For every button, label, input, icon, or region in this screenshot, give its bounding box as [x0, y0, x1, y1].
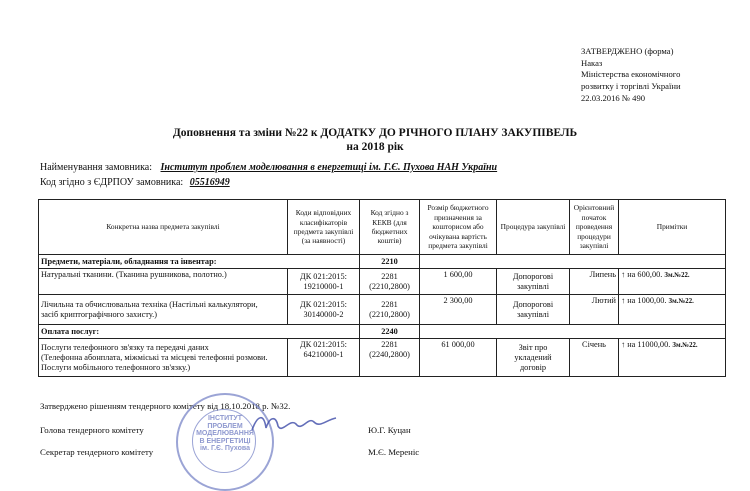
item-kekv: 2281 (2210,2800)	[360, 269, 420, 295]
item-procedure: Допорогові закупівлі	[497, 295, 570, 325]
section-row	[39, 255, 726, 269]
approval-line: ЗАТВЕРДЖЕНО (форма)	[581, 46, 674, 56]
customer-code-value: 05516949	[189, 177, 230, 188]
approval-note: Затверджено рішенням тендерного комітету від 18.10.2018 р. №32.	[40, 401, 291, 411]
table-row	[39, 295, 726, 325]
item-start: Лютий	[570, 295, 619, 325]
item-name: Натуральні тканини. (Тканина рушникова, полотно.)	[39, 269, 288, 295]
head-role: Голова тендерного комітету	[40, 425, 144, 435]
customer-name-value: Інститут проблем моделювання в енергетиці ім. Г.Є. Пухова НАН України	[160, 162, 498, 173]
section-row	[39, 325, 726, 339]
head-name: Ю.Г. Куцан	[368, 425, 411, 435]
approval-line: розвитку і торгівлі України	[581, 81, 681, 92]
item-note: ↑ на 11000,00. Зм.№22.	[619, 339, 726, 377]
item-kekv: 2281 (2210,2800)	[360, 295, 420, 325]
section-label: Оплата послуг:	[39, 325, 360, 339]
header-amount: Розмір бюджетного призначення за кошторисом або очікувана вартість предмета закупівлі	[420, 200, 497, 255]
table-row	[39, 269, 726, 295]
table-row	[39, 339, 726, 377]
item-name: Послуги телефонного зв'язку та передачі даних (Телефонна абонплата, міжміські та місцеві телефонні розмови. Послуги мобільного телефонного зв'язку.)	[39, 339, 288, 377]
section-label: Предмети, матеріали, обладнання та інвентар:	[39, 255, 360, 269]
customer-code-label: Код згідно з ЄДРПОУ замовника:	[40, 177, 184, 188]
signature	[248, 410, 340, 438]
section-code: 2240	[360, 325, 420, 339]
item-start: Липень	[570, 269, 619, 295]
item-note: ↑ на 1000,00. Зм.№22.	[619, 295, 726, 325]
approval-line: Міністерства економічного	[581, 69, 681, 80]
document-subtitle: на 2018 рік	[346, 141, 404, 153]
table-header-row	[39, 200, 726, 255]
item-cpv: ДК 021:2015: 19210000-1	[288, 269, 360, 295]
approval-block	[581, 46, 681, 105]
item-note: ↑ на 600,00. Зм.№22.	[619, 269, 726, 295]
approval-line: Наказ	[581, 57, 603, 68]
secretary-role: Секретар тендерного комітету	[40, 447, 154, 457]
header-cpv: Коди відповідних класифікаторів предмета закупівлі (за наявності)	[288, 200, 360, 255]
approval-line: 22.03.2016 № 490	[581, 92, 646, 103]
procurement-table	[38, 199, 726, 377]
item-kekv: 2281 (2240,2800)	[360, 339, 420, 377]
customer-name-label: Найменування замовника:	[40, 162, 153, 173]
customer-code-line	[40, 177, 230, 188]
item-procedure: Допорогові закупівлі	[497, 269, 570, 295]
institute-stamp: ІНСТИТУТ ПРОБЛЕМ МОДЕЛЮВАННЯ В ЕНЕРГЕТИЦІ ім. Г.Є. Пухова	[176, 393, 274, 491]
item-cpv: ДК 021:2015: 30140000-2	[288, 295, 360, 325]
item-start: Січень	[570, 339, 619, 377]
item-amount: 1 600,00	[420, 269, 497, 295]
header-start: Орієнтовний початок проведення процедури закупівлі	[570, 200, 619, 255]
customer-name-line	[40, 162, 497, 173]
header-name: Конкретна назва предмета закупівлі	[39, 200, 288, 255]
header-procedure: Процедура закупівлі	[497, 200, 570, 255]
header-kekv: Код згідно з КЕКВ (для бюджетних коштів)	[360, 200, 420, 255]
item-procedure: Звіт про укладений договір	[497, 339, 570, 377]
section-code: 2210	[360, 255, 420, 269]
item-amount: 2 300,00	[420, 295, 497, 325]
item-amount: 61 000,00	[420, 339, 497, 377]
header-notes: Примітки	[619, 200, 726, 255]
item-name: Лічильна та обчислювальна техніка (Настільні калькулятори, засіб криптографічного захисту.)	[39, 295, 288, 325]
document-title: Доповнення та зміни №22 к ДОДАТКУ ДО РІЧНОГО ПЛАНУ ЗАКУПІВЕЛЬ	[172, 127, 578, 139]
item-cpv: ДК 021:2015: 64210000-1	[288, 339, 360, 377]
secretary-name: М.Є. Мереніс	[368, 447, 420, 457]
